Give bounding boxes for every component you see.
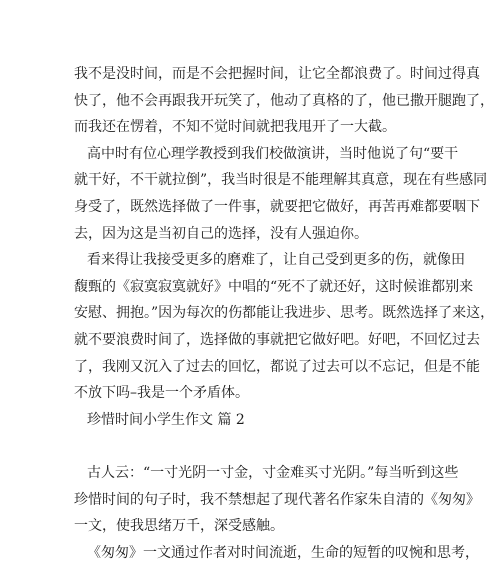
paragraph-line: 我不是没时间，而是不会把握时间，让它全都浪费了。时间过得真 bbox=[74, 66, 480, 82]
paragraph-line: 了，我刚又沉入了过去的回忆，都说了过去可以不忘记，但是不能 bbox=[74, 358, 480, 375]
paragraph-line: 馥甄的《寂寞寂寞就好》中唱的“死不了就还好，这时候谁都别来 bbox=[74, 278, 474, 295]
paragraph-line: 古人云：“一寸光阴一寸金，寸金难买寸光阴。”每当听到这些 bbox=[87, 464, 459, 481]
blank-line bbox=[74, 433, 434, 460]
paragraph-line: 安慰、拥抱。”因为每次的伤都能让我进步、思考。既然选择了来这， bbox=[74, 305, 495, 322]
paragraph-line: 一文，使我思绪万千，深受感触。 bbox=[74, 518, 284, 535]
document-body bbox=[74, 61, 495, 566]
paragraph-line: 高中时有位心理学教授到我们校做演讲，当时他说了句“要干 bbox=[87, 145, 459, 162]
paragraph-line: 看来得让我接受更多的磨难了，让自己受到更多的伤，就像田 bbox=[87, 252, 465, 269]
paragraph-line: 快了，他不会再跟我开玩笑了，他动了真格的了，他已撒开腿跑了， bbox=[74, 92, 494, 109]
paragraph-line: 就不要浪费时间了，选择做的事就把它做好吧。好吧，不回忆过去 bbox=[74, 331, 480, 348]
paragraph-line: 就干好，不干就拉倒”，我当时很是不能理解其真意，现在有些感同 bbox=[74, 172, 488, 189]
paragraph-line: 而我还在愣着，不知不觉时间就把我甩开了一大截。 bbox=[74, 119, 396, 136]
paragraph-line: 去，因为这是当初自己的选择，没有人强迫你。 bbox=[74, 225, 368, 242]
paragraph-line: 珍惜时间的句子时，我不禁想起了现代著名作家朱自清的《匆匆》 bbox=[74, 491, 480, 508]
paragraph-line: 身受了，既然选择做了一件事，就要把它做好，再苦再难都要咽下 bbox=[74, 198, 480, 215]
paragraph-line: 《匆匆》一文通过作者对时间流逝，生命的短暂的叹惋和思考， bbox=[87, 544, 479, 561]
paragraph-line: 不放下吗–我是一个矛盾体。 bbox=[74, 385, 249, 402]
section-heading: 珍惜时间小学生作文 篇 2 bbox=[87, 411, 245, 428]
